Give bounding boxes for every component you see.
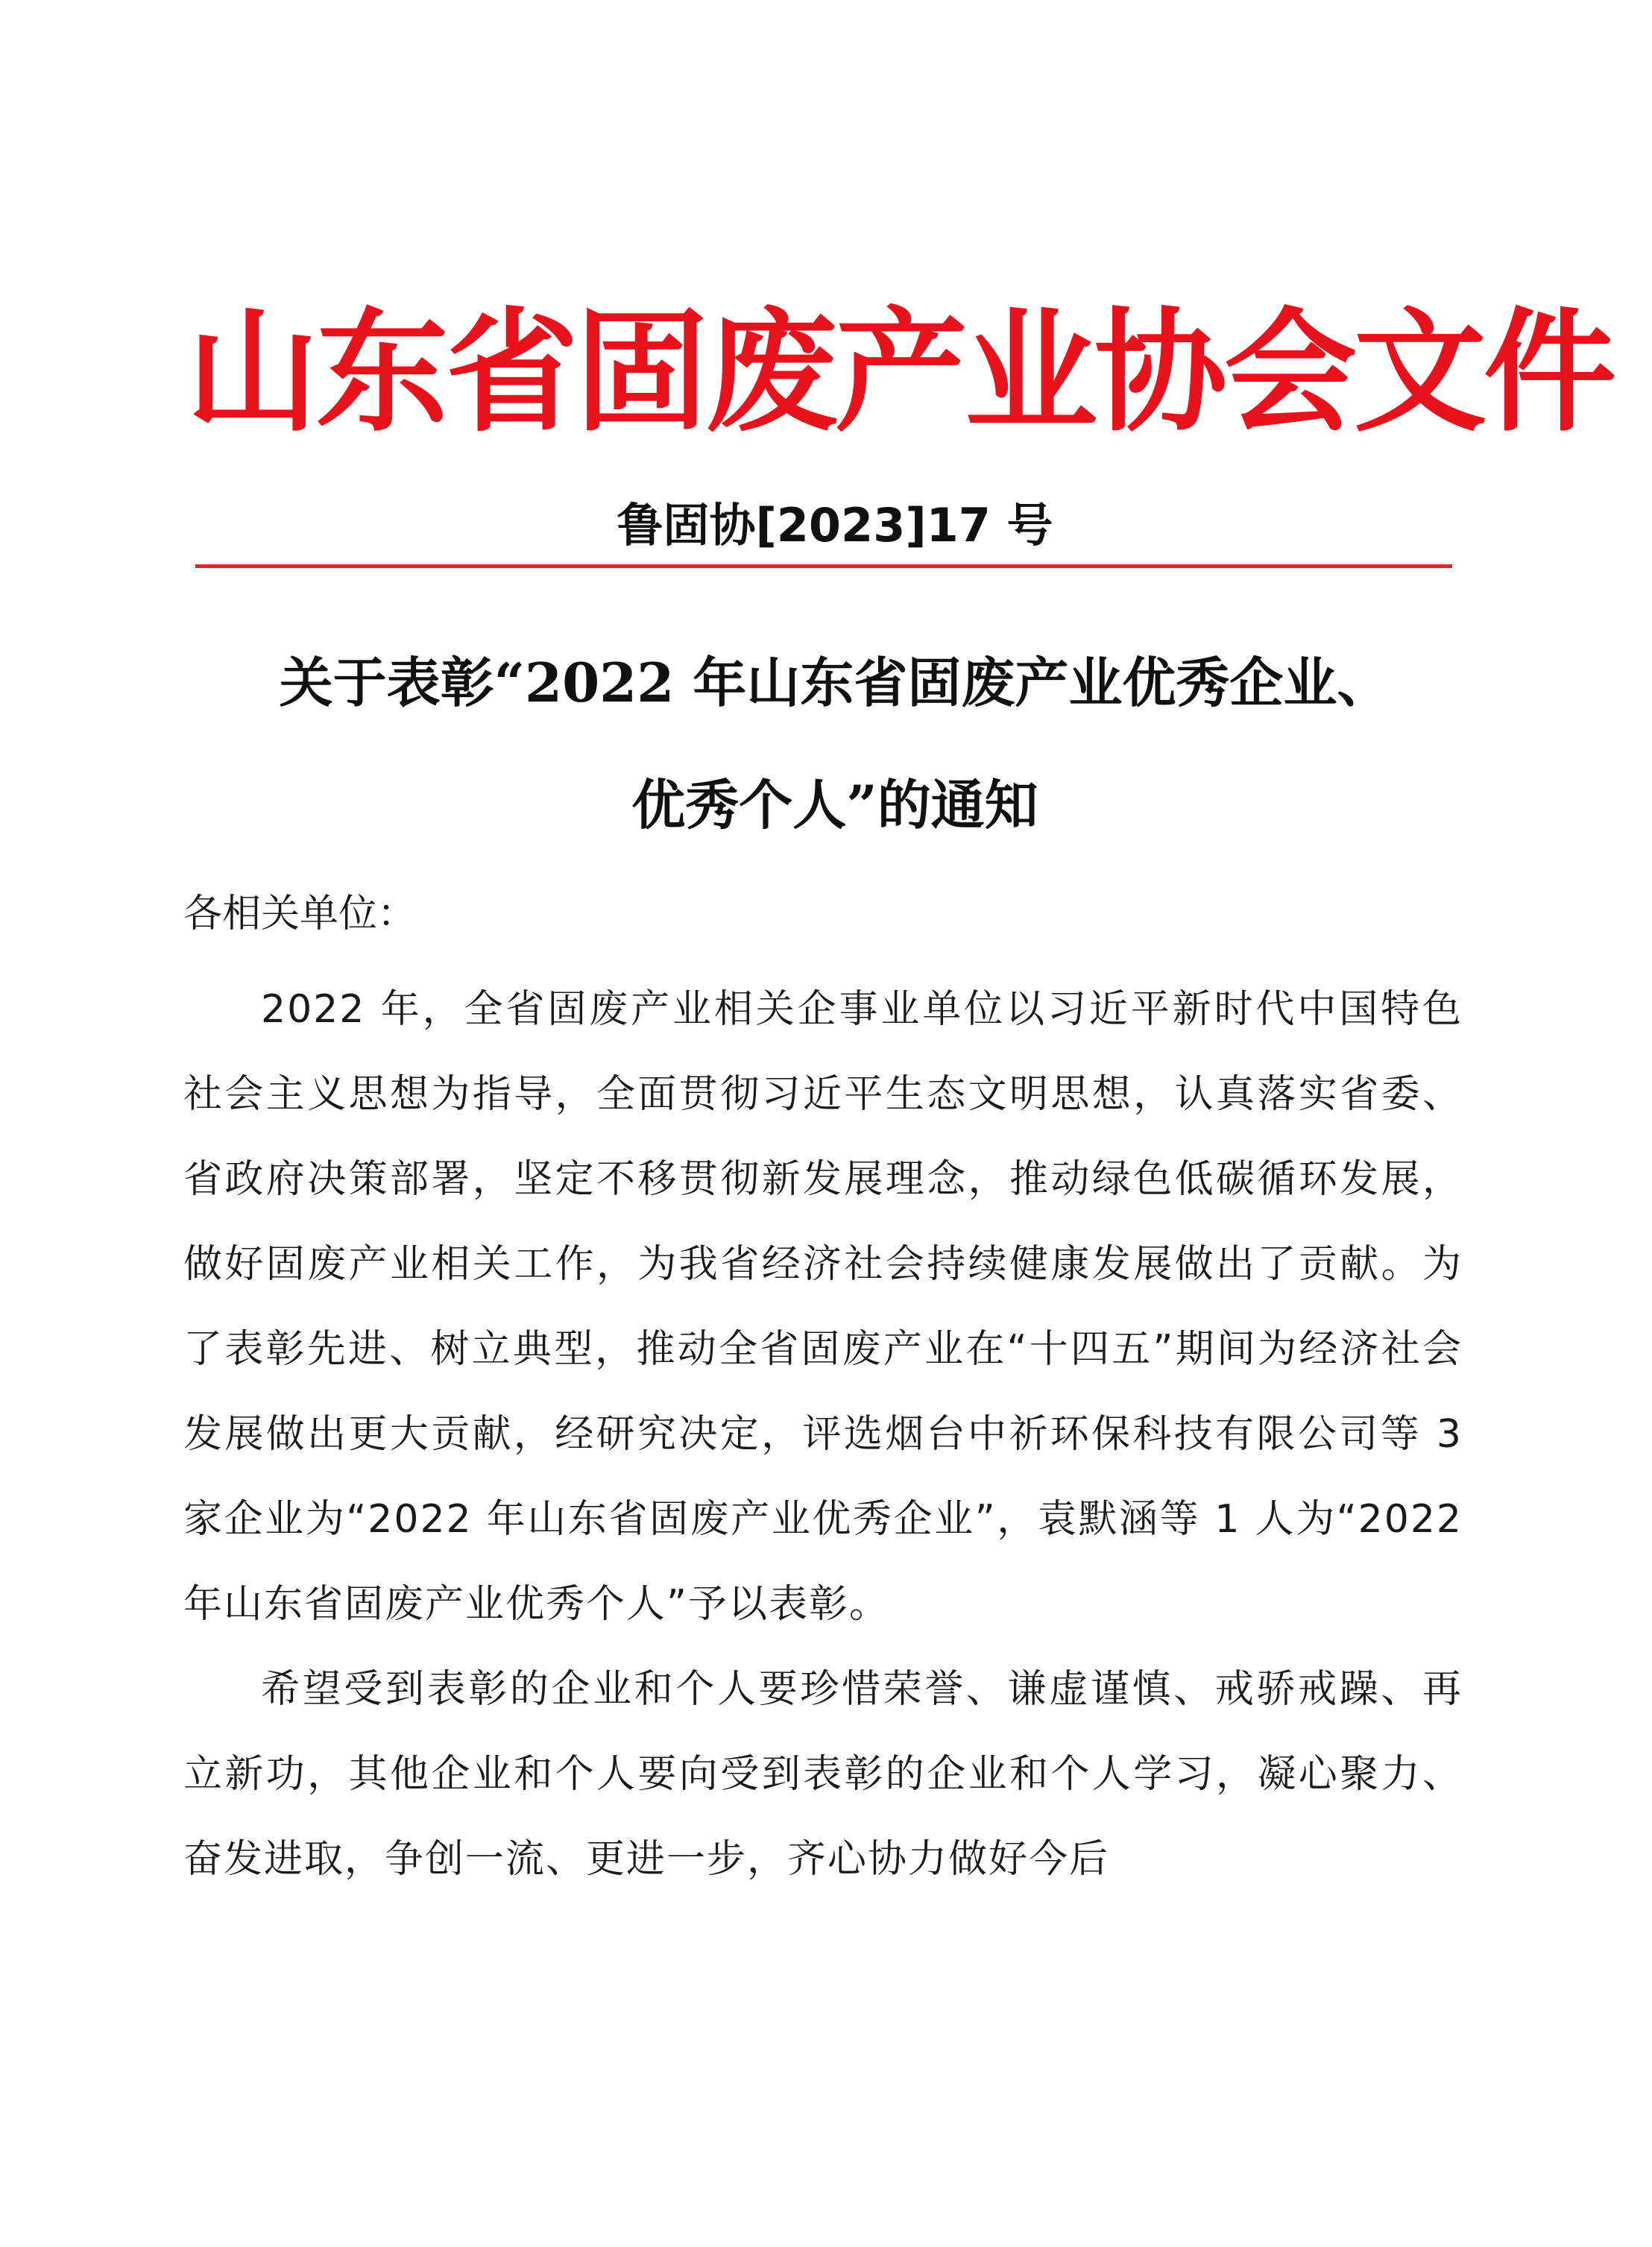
body-paragraph-2: 希望受到表彰的企业和个人要珍惜荣誉、谦虚谨慎、戒骄戒躁、再立新功，其他企业和个人要向受到表彰的企业和个人学习，凝心聚力、奋发进取，争创一流、更进一步，齐心协力做好今后 [183,1667,1463,1882]
salutation: 各相关单位： [183,892,417,936]
notice-title-line-2: 优秀个人”的通知 [631,773,1038,836]
body-paragraph-1: 2022 年，全省固废产业相关企事业单位以习近平新时代中国特色社会主义思想为指导，全面贯彻习近平生态文明思想，认真落实省委、省政府决策部署，坚定不移贯彻新发展理念，推动绿色低碳循环发展，做好固废产业相关工作，为我省经济社会持续健康发展做出了贡献。为了表彰先进、树立典型，推动全省固废产业在“十四五”期间为经济社会发展做出更大贡献，经研究决定，评选烟台中祈环保科技有限公司等 3 家企业为“2022 年山东省固废产业优秀企业”，袁默涵等 1 人为“2022 年山东省固废产业优秀个人”予以表彰。 [183,987,1463,1627]
notice-title-line-1: 关于表彰“2022 年山东省固废产业优秀企业、 [279,651,1391,714]
notice-body [183,967,1463,1902]
red-divider-line [195,564,1452,568]
document-number: 鲁固协[2023]17 号 [617,498,1053,552]
masthead-title: 山东省固废产业协会文件 [186,300,1613,447]
